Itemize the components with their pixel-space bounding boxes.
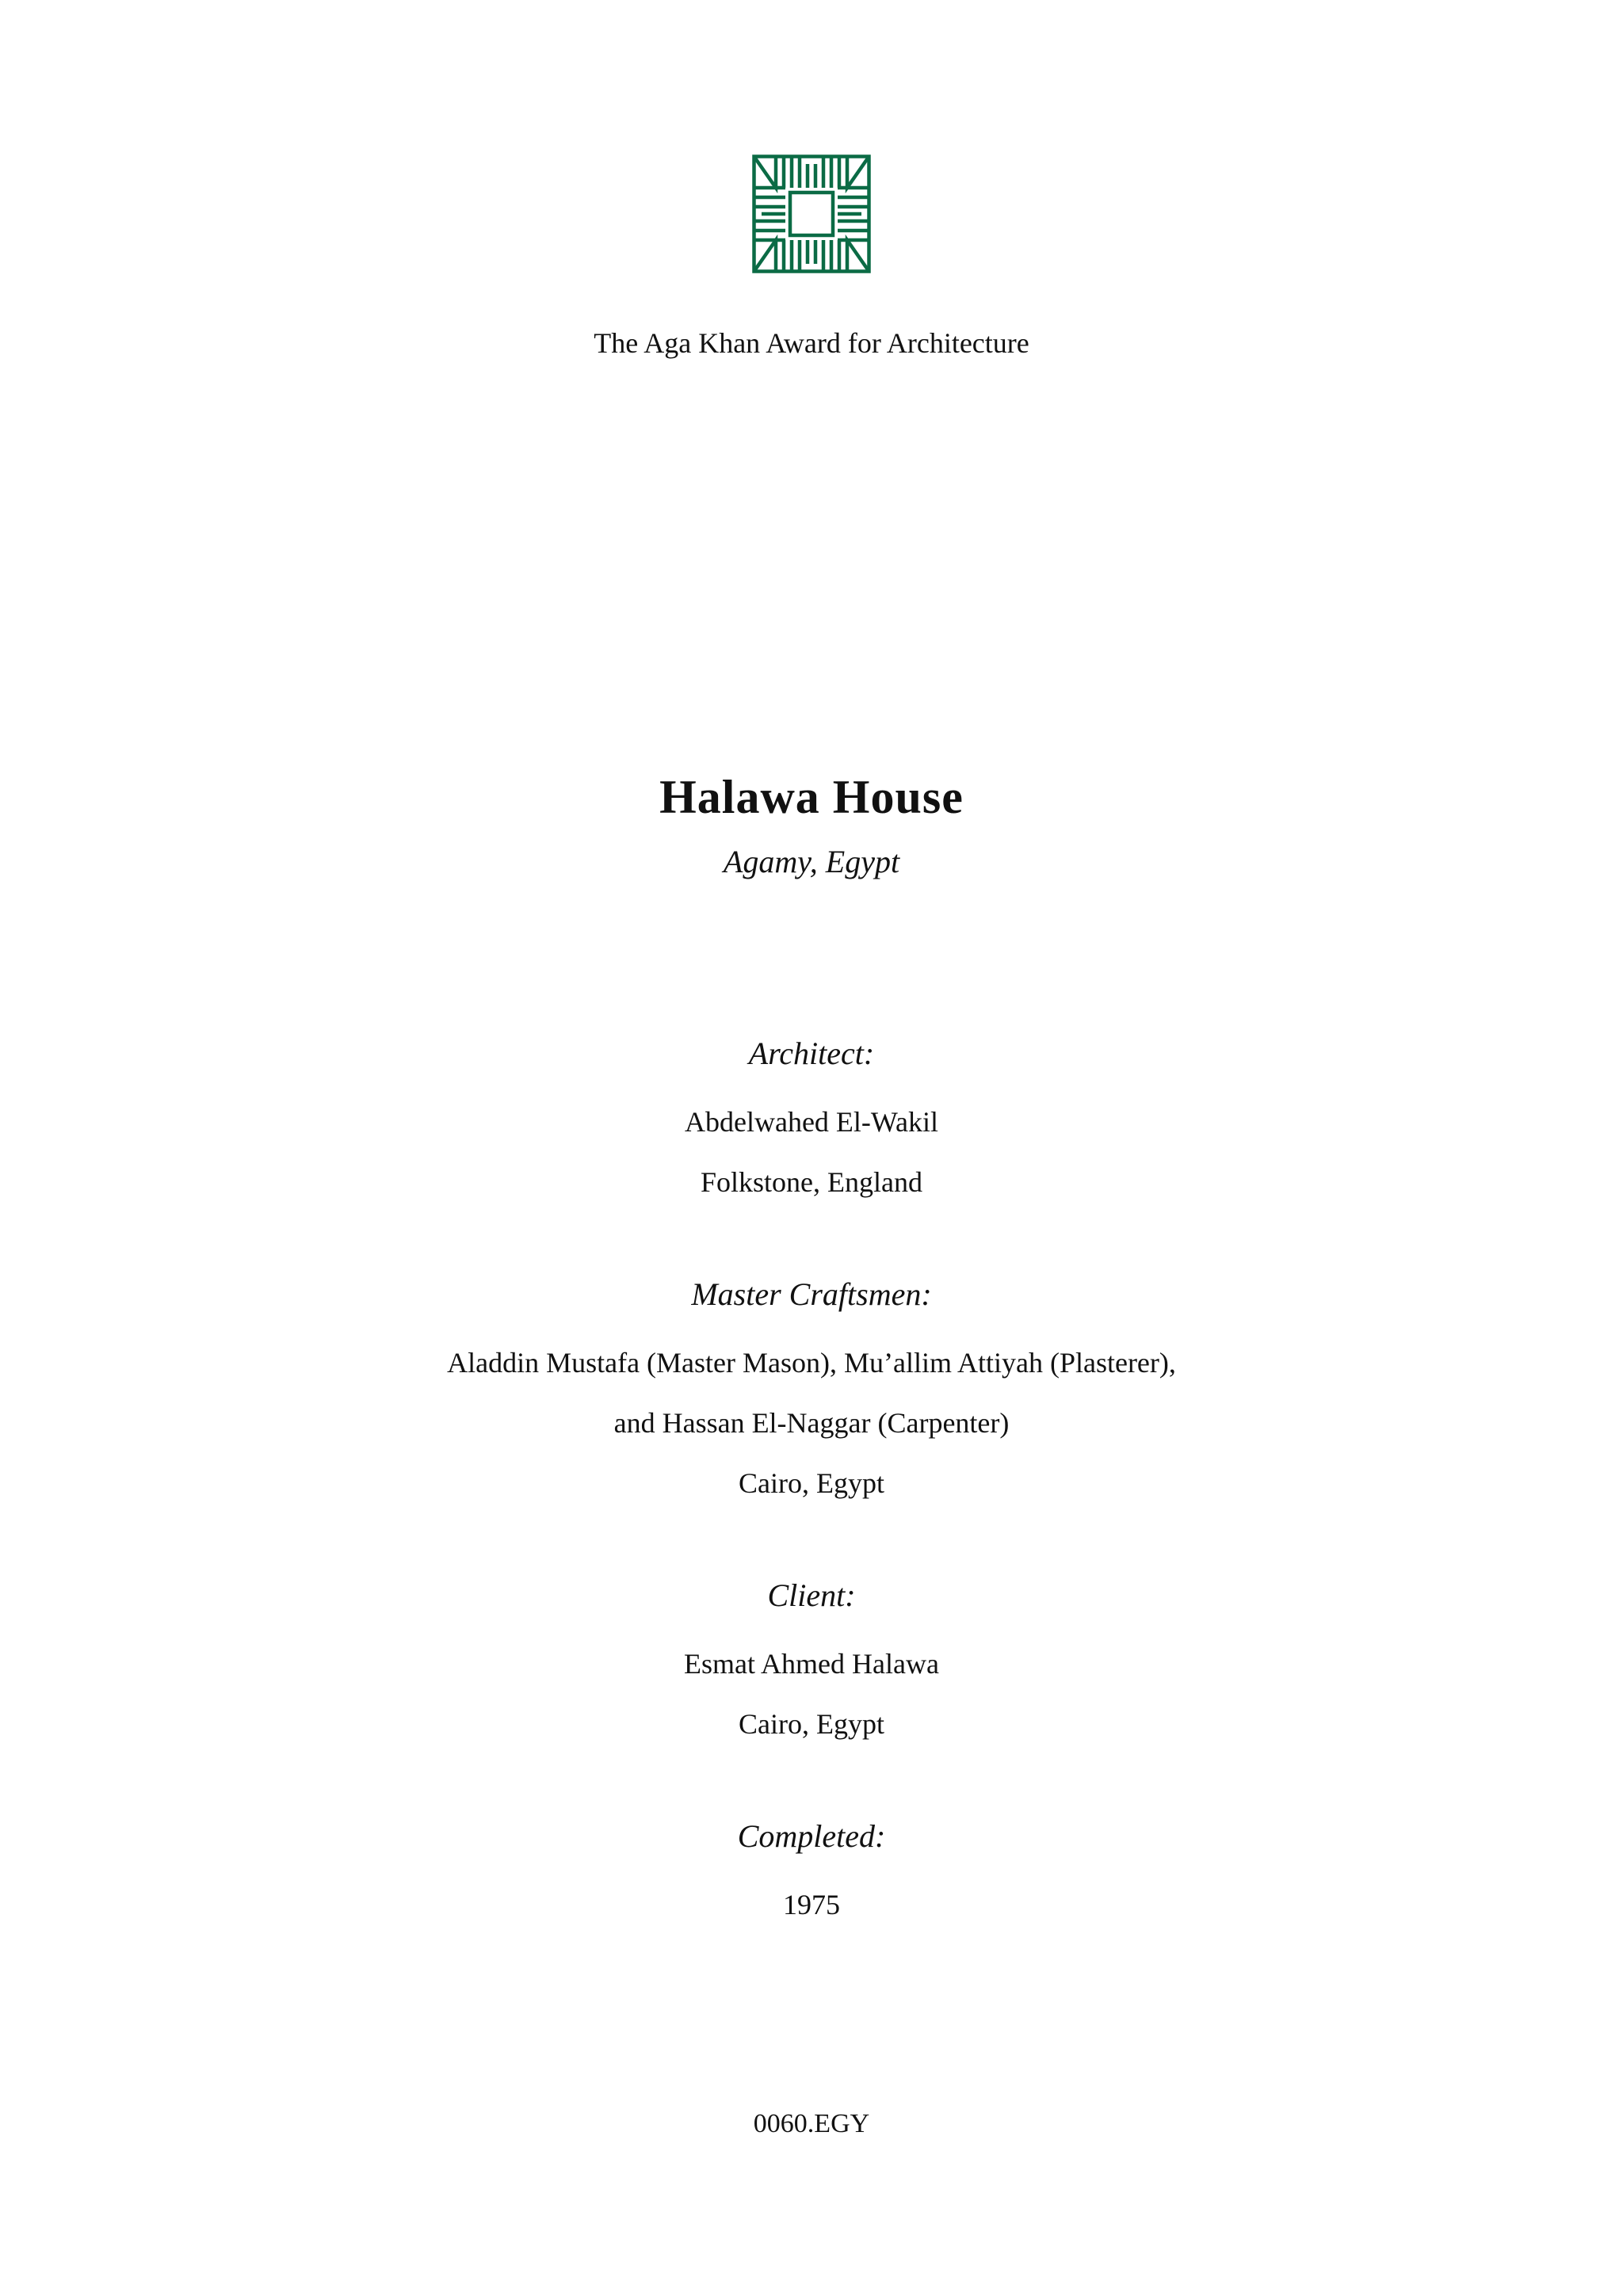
architect-heading: Architect: — [748, 1035, 875, 1071]
credits-section — [0, 1032, 1623, 1995]
architect-location: Folkstone, England — [701, 1166, 922, 1198]
master-craftsmen-line-2: and Hassan El-Naggar (Carpenter) — [613, 1407, 1010, 1439]
completed-year: 1975 — [783, 1889, 840, 1920]
completed-block — [0, 1814, 1623, 1935]
reference-code: 0060.EGY — [753, 2109, 870, 2138]
architect-name: Abdelwahed El-Wakil — [685, 1106, 938, 1138]
client-location: Cairo, Egypt — [739, 1708, 884, 1740]
client-name: Esmat Ahmed Halawa — [684, 1648, 939, 1680]
organization-name: The Aga Khan Award for Architecture — [594, 327, 1029, 359]
client-block — [0, 1573, 1623, 1754]
master-craftsmen-block — [0, 1272, 1623, 1513]
architect-block — [0, 1032, 1623, 1212]
master-craftsmen-heading: Master Craftsmen: — [691, 1276, 932, 1312]
aga-khan-award-logo-icon — [752, 154, 871, 273]
master-craftsmen-line-1: Aladdin Mustafa (Master Mason), Mu’allim Attiyah (Plasterer), — [447, 1347, 1176, 1379]
master-craftsmen-location: Cairo, Egypt — [739, 1467, 884, 1499]
project-location: Agamy, Egypt — [723, 844, 900, 879]
project-title: Halawa House — [659, 771, 964, 823]
completed-heading: Completed: — [737, 1818, 886, 1854]
client-heading: Client: — [767, 1577, 856, 1613]
